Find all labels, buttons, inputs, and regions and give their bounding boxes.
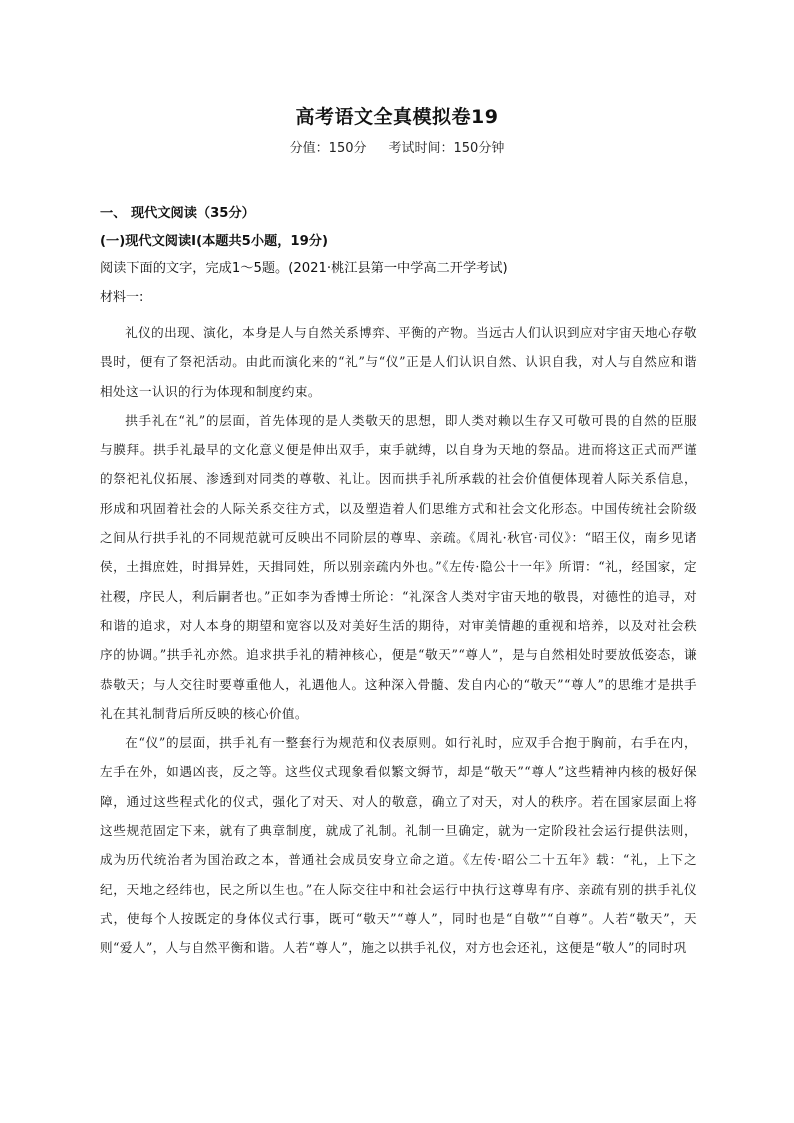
page-title: 高考语文全真模拟卷19: [295, 106, 499, 128]
exam-meta: [0, 140, 794, 158]
reading-instruction: 阅读下面的文字，完成1～5题。(2021·桃江县第一中学高二开学考试): [100, 261, 508, 276]
score-label: 分值：150分: [289, 141, 367, 156]
passage-paragraph: 在“仪”的层面，拱手礼有一整套行为规范和仪表原则。如行礼时，应双手合抱于胸前，右手在内，左手在外，如遇凶丧，反之等。这些仪式现象看似繁文缛节，却是“敬天”“尊人”这些精神内核的极好保障，通过这些程式化的仪式，强化了对天、对人的敬意，确立了对天，对人的秩序。若在国家层面上将这些规范固定下来，就有了典章制度，就成了礼制。礼制一旦确定，就为一定阶段社会运行提供法则，成为历代统治者为国治政之本，普通社会成员安身立命之道。《左传·昭公二十五年》载：“礼，上下之纪，天地之经纬也，民之所以生也。”在人际交往中和社会运行中执行这尊卑有序、亲疏有别的拱手礼仪式，使每个人按既定的身体仪式行事，既可“敬天”“尊人”，同时也是“自敬”“自尊”。人若“敬天”，天则“爱人”，人与自然平衡和谐。人若“尊人”，施之以拱手礼仪，对方也会还礼，这便是“敬人”的同时巩: [100, 735, 697, 956]
time-label: 考试时间：150分钟: [388, 141, 505, 156]
reading-passage: [100, 318, 697, 963]
passage-paragraph: 礼仪的出现、演化，本身是人与自然关系博弈、平衡的产物。当远古人们认识到应对宇宙天地心存敬畏时，便有了祭祀活动。由此而演化来的“礼”与“仪”正是人们认识自然、认识自我，对人与自然应和谐相处这一认识的行为体现和制度约束。: [100, 325, 697, 399]
passage-paragraph: 拱手礼在“礼”的层面，首先体现的是人类敬天的思想，即人类对赖以生存又可敬可畏的自然的臣服与膜拜。拱手礼最早的文化意义便是伸出双手，束手就缚，以自身为天地的祭品。进而将这正式而严谨的祭祀礼仪拓展、渗透到对同类的尊敬、礼让。因而拱手礼所承载的社会价值便体现着人际关系信息，形成和巩固着社会的人际关系交往方式，以及塑造着人们思维方式和社会文化形态。中国传统社会阶级之间从行拱手礼的不同规范就可反映出不同阶层的尊卑、亲疏。《周礼·秋官·司仪》：“昭王仪，南乡见诸侯，土揖庶姓，时揖异姓，天揖同姓，所以别亲疏内外也。”《左传·隐公十一年》所谓：“礼，经国家，定社稷，序民人，利后嗣者也。”正如李为香博士所论：“礼深含人类对宇宙天地的敬畏，对德性的追寻，对和谐的追求，对人本身的期望和宽容以及对美好生活的期待，对审美情趣的重视和培养，以及对社会秩序的协调。”拱手礼亦然。追求拱手礼的精神核心，便是“敬天”“尊人”，是与自然相处时要放低姿态，谦恭敬天；与人交往时要尊重他人，礼遇他人。这种深入骨髓、发自内心的“敬天”“尊人”的思维才是拱手礼在其礼制背后所反映的核心价值。: [100, 412, 697, 721]
section-heading: 一、 现代文阅读（35分）: [100, 206, 255, 221]
material-label: 材料一:: [100, 290, 144, 305]
section-subheading: (一)现代文阅读Ⅰ(本题共5小题，19分): [100, 234, 328, 249]
